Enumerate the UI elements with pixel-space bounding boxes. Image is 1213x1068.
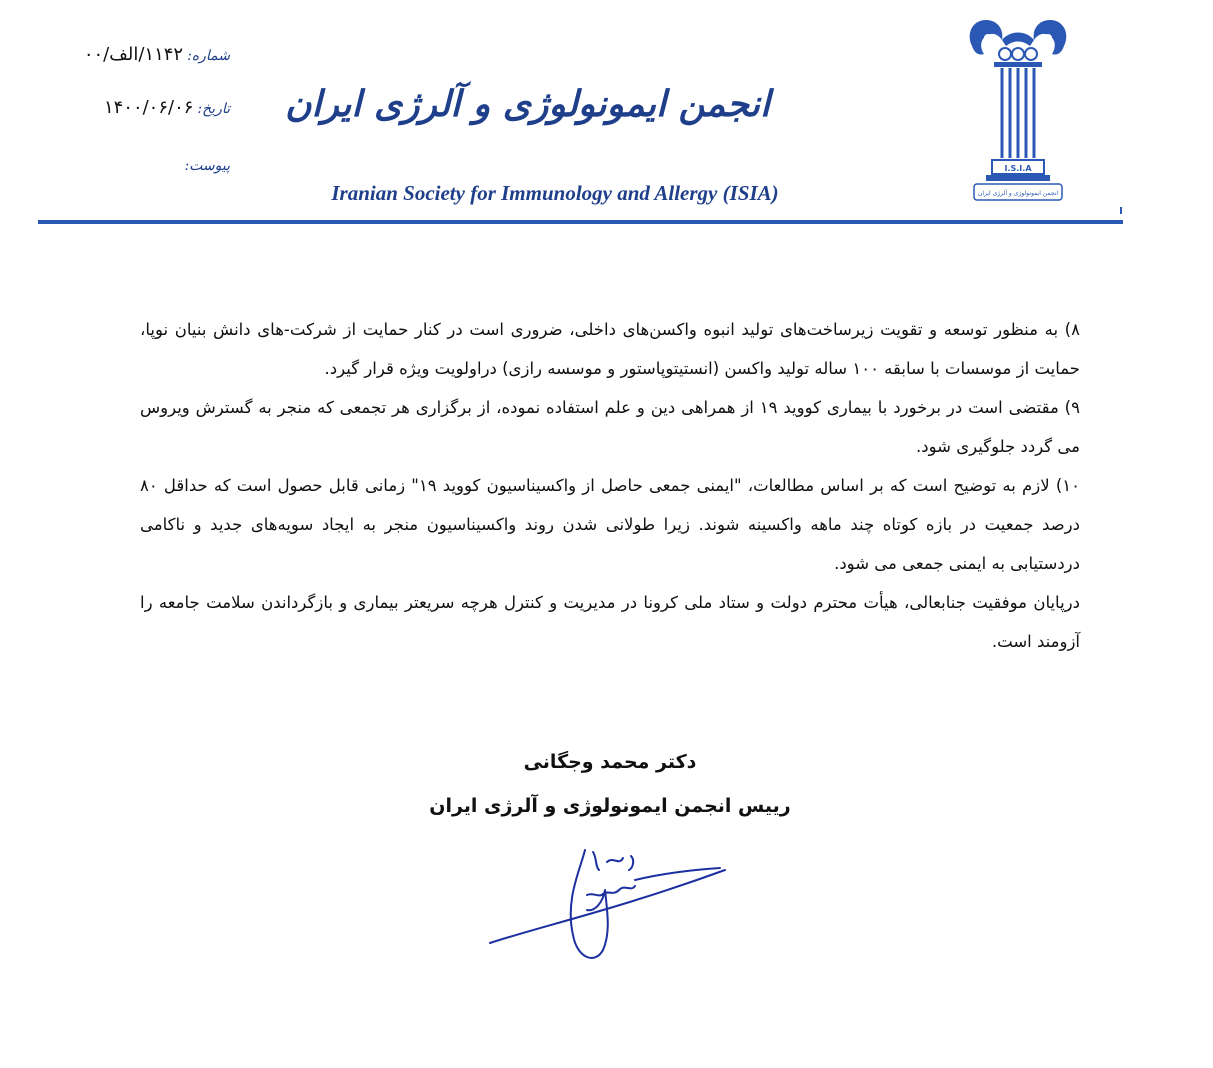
society-title-english: Iranian Society for Immunology and Allergy (ISIA) (331, 181, 779, 205)
letter-attachment-row (40, 158, 230, 188)
logo-caption: انجمن ایمونولوژی و آلرژی ایران (977, 190, 1059, 197)
header-divider-tick (1120, 207, 1122, 214)
society-logo (958, 12, 1078, 207)
letter-number-value: ۱۱۴۲/الف/۰۰ (83, 44, 184, 65)
paragraph-9: ۹) مقتضی است در برخورد با بیماری کووید ۱۹ از همراهی دین و علم استفاده نموده، از برگزاری هر تجمعی که منجر به گسترش ویروس می گردد جلوگیری شود. (140, 398, 1080, 456)
letter-number-label: شماره: (187, 48, 230, 64)
letter-number-row (40, 44, 230, 74)
letter-body (140, 310, 1080, 661)
letter-date-value: ۱۴۰۰/۰۶/۰۶ (103, 97, 194, 118)
letter-attachment-label: پیوست: (184, 158, 230, 174)
signatory-name: دکتر محمد وجگانی (523, 751, 697, 773)
header-divider (38, 220, 1123, 224)
paragraph-8: ۸) به منظور توسعه و تقویت زیرساخت‌های تولید انبوه واکسن‌های داخلی، ضروری است در کنار حمایت از شرکت-های دانش بنیان نوپا، حمایت از موسسات با سابقه ۱۰۰ ساله تولید واکسن (انستیتوپاستور و موسسه رازی) دراولویت ویژه قرار گیرد. (140, 320, 1080, 378)
society-title-persian: انجمن ایمونولوژی و آلرژی ایران (285, 83, 770, 125)
closing-paragraph: درپایان موفقیت جنابعالی، هیأت محترم دولت و ستاد ملی کرونا در مدیریت و کنترل هرچه سریعتر بیماری و بازگرداندن سلامت جامعه را آزومند است. (140, 593, 1080, 651)
letter-date-label: تاریخ: (197, 101, 230, 117)
handwritten-signature (485, 840, 735, 970)
letter-date-row (40, 97, 230, 127)
paragraph-10: ۱۰) لازم به توضیح است که بر اساس مطالعات، "ایمنی جمعی حاصل از واکسیناسیون کووید ۱۹" زمانی قابل حصول است که حداقل ۸۰ درصد جمعیت در بازه کوتاه چند ماهه واکسینه شوند. زیرا طولانی شدن روند واکسیناسیون منجر به ایجاد سویه‌های جدید و ناکامی دردستیابی به ایمنی جمعی می شود. (140, 476, 1080, 573)
signature-block (380, 740, 840, 828)
logo-abbreviation: I.S.I.A (1004, 164, 1032, 173)
signatory-role: رییس انجمن ایمونولوژی و آلرژی ایران (429, 795, 791, 817)
